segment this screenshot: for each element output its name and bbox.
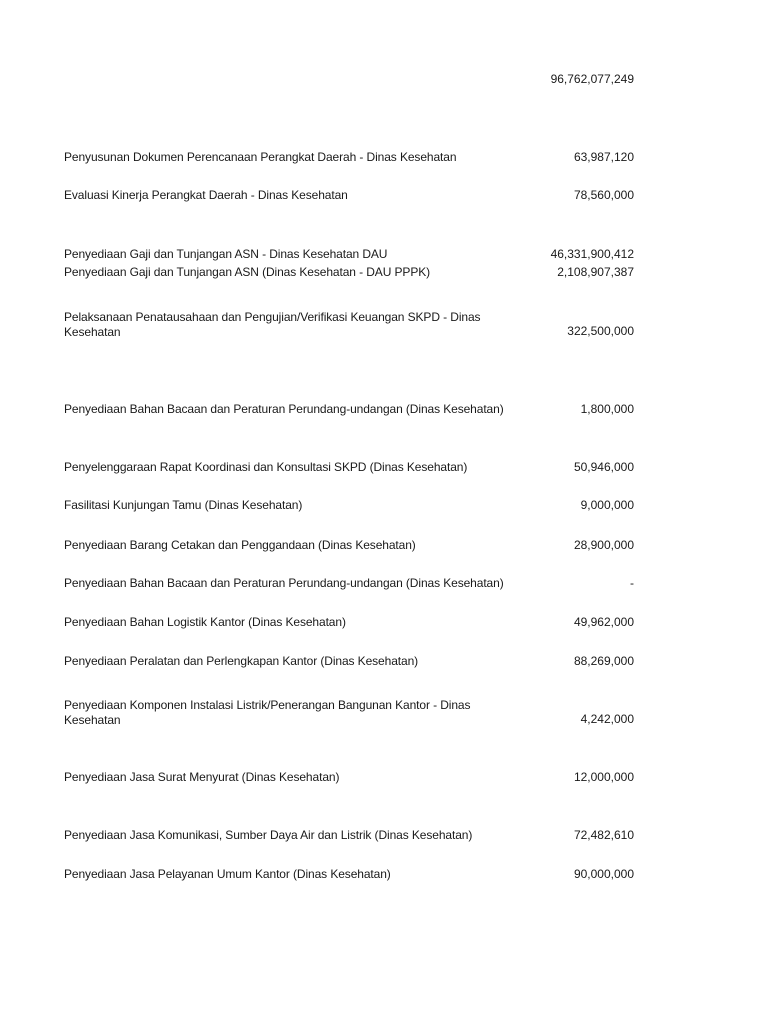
row-label: Penyusunan Dokumen Perencanaan Perangkat Daerah - Dinas Kesehatan [64,150,457,164]
total-value: 96,762,077,249 [550,72,634,86]
row-label: Penyediaan Bahan Logistik Kantor (Dinas Kesehatan) [64,615,346,629]
row-value: 88,269,000 [573,654,634,668]
row-value: 1,800,000 [580,402,634,416]
row-label: Pelaksanaan Penatausahaan dan Pengujian/Verifikasi Keuangan SKPD - Dinas Kesehatan [64,310,481,339]
row-label: Penyediaan Jasa Surat Menyurat (Dinas Kesehatan) [64,770,340,784]
row-label: Penyelenggaraan Rapat Koordinasi dan Konsultasi SKPD (Dinas Kesehatan) [64,460,468,474]
row-label: Penyediaan Jasa Pelayanan Umum Kantor (Dinas Kesehatan) [64,867,391,881]
row-value: 49,962,000 [573,615,634,629]
row-label: Penyediaan Gaji dan Tunjangan ASN (Dinas Kesehatan - DAU PPPK) [64,265,431,279]
row-label: Evaluasi Kinerja Perangkat Daerah - Dinas Kesehatan [64,188,348,202]
row-value: 63,987,120 [573,150,634,164]
row-value: 9,000,000 [580,498,634,512]
row-value: 90,000,000 [573,867,634,881]
row-value: 28,900,000 [573,538,634,552]
row-label: Penyediaan Komponen Instalasi Listrik/Penerangan Bangunan Kantor - Dinas Kesehatan [64,698,471,727]
row-value: 50,946,000 [573,460,634,474]
row-value: 322,500,000 [567,324,634,338]
row-value: 2,108,907,387 [557,265,634,279]
row-label: Penyediaan Jasa Komunikasi, Sumber Daya Air dan Listrik (Dinas Kesehatan) [64,828,473,842]
row-value: 4,242,000 [580,712,634,726]
row-value: 46,331,900,412 [550,247,634,261]
row-label: Penyediaan Peralatan dan Perlengkapan Kantor (Dinas Kesehatan) [64,654,419,668]
row-label: Penyediaan Barang Cetakan dan Penggandaan (Dinas Kesehatan) [64,538,416,552]
row-value: - [630,576,634,590]
row-value: 12,000,000 [573,770,634,784]
row-label: Fasilitasi Kunjungan Tamu (Dinas Kesehatan) [64,498,303,512]
row-label: Penyediaan Bahan Bacaan dan Peraturan Perundang-undangan (Dinas Kesehatan) [64,576,504,590]
row-label: Penyediaan Gaji dan Tunjangan ASN - Dinas Kesehatan DAU [64,247,388,261]
row-value: 78,560,000 [573,188,634,202]
row-label: Penyediaan Bahan Bacaan dan Peraturan Perundang-undangan (Dinas Kesehatan) [64,402,504,416]
row-value: 72,482,610 [573,828,634,842]
